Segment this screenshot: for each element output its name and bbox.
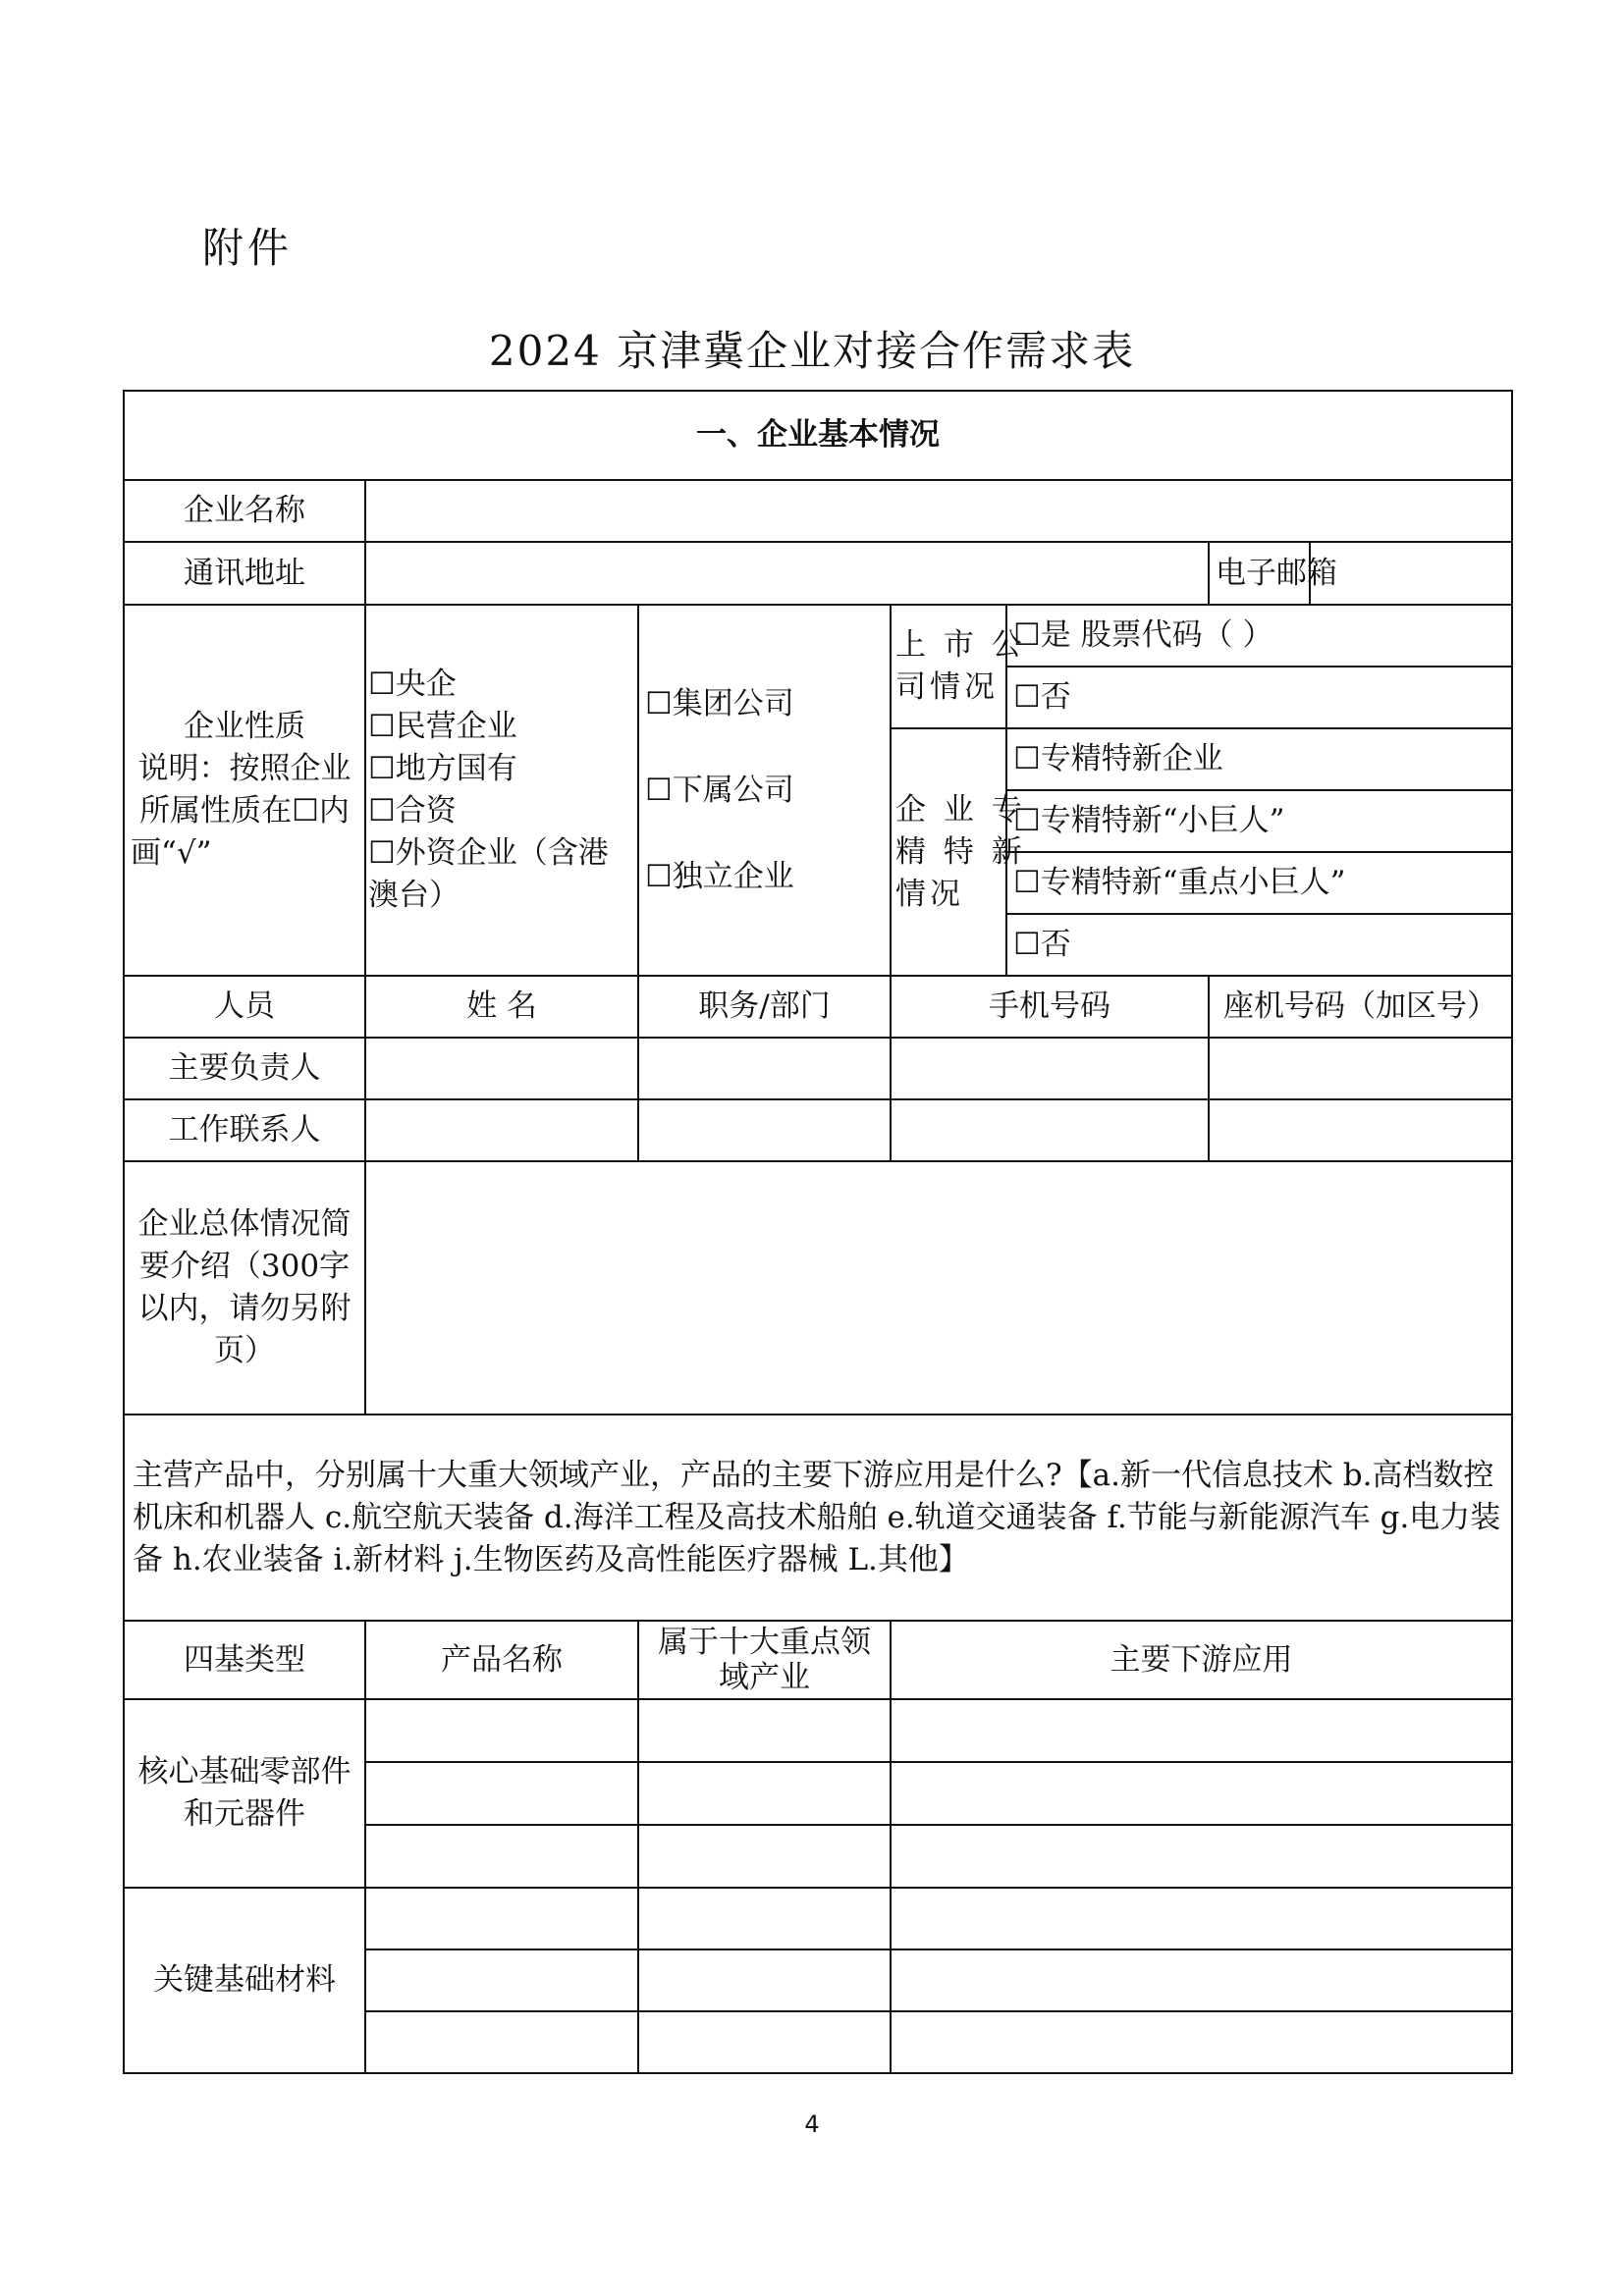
email-label: 电子邮箱	[1209, 542, 1310, 605]
specialized-option-1[interactable]: ☐专精特新企业	[1006, 728, 1512, 790]
enterprise-type-options: ☐央企 ☐民营企业 ☐地方国有 ☐合资 ☐外资企业（含港 澳台）	[365, 605, 638, 976]
contact-landline-field[interactable]	[1209, 1099, 1512, 1161]
listing-yes-option[interactable]: ☐是 股票代码（ ）	[1006, 605, 1512, 667]
specialized-option-2[interactable]: ☐专精特新“小巨人”	[1006, 790, 1512, 852]
application-field[interactable]	[891, 1762, 1512, 1825]
mobile-header: 手机号码	[891, 976, 1209, 1038]
industry-field[interactable]	[638, 1888, 891, 1949]
option-private[interactable]: ☐民营企业	[368, 709, 517, 744]
organization-options	[638, 605, 891, 976]
company-summary-label: 企业总体情况简 要介绍（300字 以内，请勿另附 页）	[124, 1161, 365, 1415]
option-subsidiary[interactable]: ☐下属公司	[645, 773, 794, 808]
principal-name-field[interactable]	[365, 1038, 638, 1099]
contact-name-field[interactable]	[365, 1099, 638, 1161]
products-instruction: 主营产品中，分别属十大重大领域产业，产品的主要下游应用是什么?【a.新一代信息技术 b.高档数控机床和机器人 c.航空航天装备 d.海洋工程及高技术船舶 e.轨道交通装备 f.节能与新能源汽车 g.电力装备 h.农业装备 i.新材料 j.生物医药及高性能医疗器械 L.其他】	[124, 1415, 1512, 1621]
industry-field[interactable]	[638, 1699, 891, 1762]
address-field[interactable]	[365, 542, 1209, 605]
demand-form-table	[123, 390, 1513, 2074]
company-name-field[interactable]	[365, 480, 1512, 542]
product-name-field[interactable]	[365, 2011, 638, 2073]
product-name-field[interactable]	[365, 1888, 638, 1949]
application-field[interactable]	[891, 1949, 1512, 2011]
product-name-field[interactable]	[365, 1762, 638, 1825]
option-group-company[interactable]: ☐集团公司	[645, 686, 794, 721]
listing-status-label: 上 市 公 司情况	[891, 605, 1006, 728]
contact-label: 工作联系人	[124, 1099, 365, 1161]
contact-mobile-field[interactable]	[891, 1099, 1209, 1161]
specialized-option-4[interactable]: ☐否	[1006, 914, 1512, 976]
contact-position-field[interactable]	[638, 1099, 891, 1161]
industry-field[interactable]	[638, 1825, 891, 1888]
principal-position-field[interactable]	[638, 1038, 891, 1099]
personnel-header: 人员	[124, 976, 365, 1038]
specialized-status-label: 企 业 专 精 特 新 情况	[891, 728, 1006, 976]
option-joint-venture[interactable]: ☐合资	[368, 793, 457, 828]
landline-header: 座机号码（加区号）	[1209, 976, 1512, 1038]
enterprise-nature-label: 企业性质 说明：按照企业 所属性质在☐内 画“√”	[124, 605, 365, 976]
core-components-label: 核心基础零部件 和元器件	[124, 1699, 365, 1888]
attachment-label: 附件	[202, 224, 294, 272]
principal-landline-field[interactable]	[1209, 1038, 1512, 1099]
principal-mobile-field[interactable]	[891, 1038, 1209, 1099]
application-field[interactable]	[891, 1699, 1512, 1762]
option-independent[interactable]: ☐独立企业	[645, 859, 794, 894]
company-name-label: 企业名称	[124, 480, 365, 542]
application-field[interactable]	[891, 1825, 1512, 1888]
option-local-state[interactable]: ☐地方国有	[368, 751, 517, 786]
industry-field[interactable]	[638, 2011, 891, 2073]
product-name-field[interactable]	[365, 1949, 638, 2011]
key-materials-label: 关键基础材料	[124, 1888, 365, 2073]
four-basics-type-header: 四基类型	[124, 1621, 365, 1699]
application-field[interactable]	[891, 2011, 1512, 2073]
name-header: 姓 名	[365, 976, 638, 1038]
email-field[interactable]	[1310, 542, 1512, 605]
product-name-field[interactable]	[365, 1825, 638, 1888]
address-label: 通讯地址	[124, 542, 365, 605]
product-name-field[interactable]	[365, 1699, 638, 1762]
page-number: 4	[804, 2110, 820, 2138]
document-title: 2024 京津冀企业对接合作需求表	[488, 327, 1136, 375]
position-header: 职务/部门	[638, 976, 891, 1038]
specialized-option-3[interactable]: ☐专精特新“重点小巨人”	[1006, 852, 1512, 914]
application-field[interactable]	[891, 1888, 1512, 1949]
product-name-header: 产品名称	[365, 1621, 638, 1699]
company-summary-field[interactable]	[365, 1161, 1512, 1415]
option-central-soe[interactable]: ☐央企	[368, 667, 457, 702]
principal-label: 主要负责人	[124, 1038, 365, 1099]
downstream-application-header: 主要下游应用	[891, 1621, 1512, 1699]
option-foreign[interactable]: ☐外资企业（含港	[368, 835, 609, 871]
industry-field[interactable]	[638, 1762, 891, 1825]
section-title: 一、企业基本情况	[124, 391, 1512, 480]
key-field-industry-header: 属于十大重点领域产业	[638, 1621, 891, 1699]
industry-field[interactable]	[638, 1949, 891, 2011]
listing-no-option[interactable]: ☐否	[1006, 667, 1512, 728]
